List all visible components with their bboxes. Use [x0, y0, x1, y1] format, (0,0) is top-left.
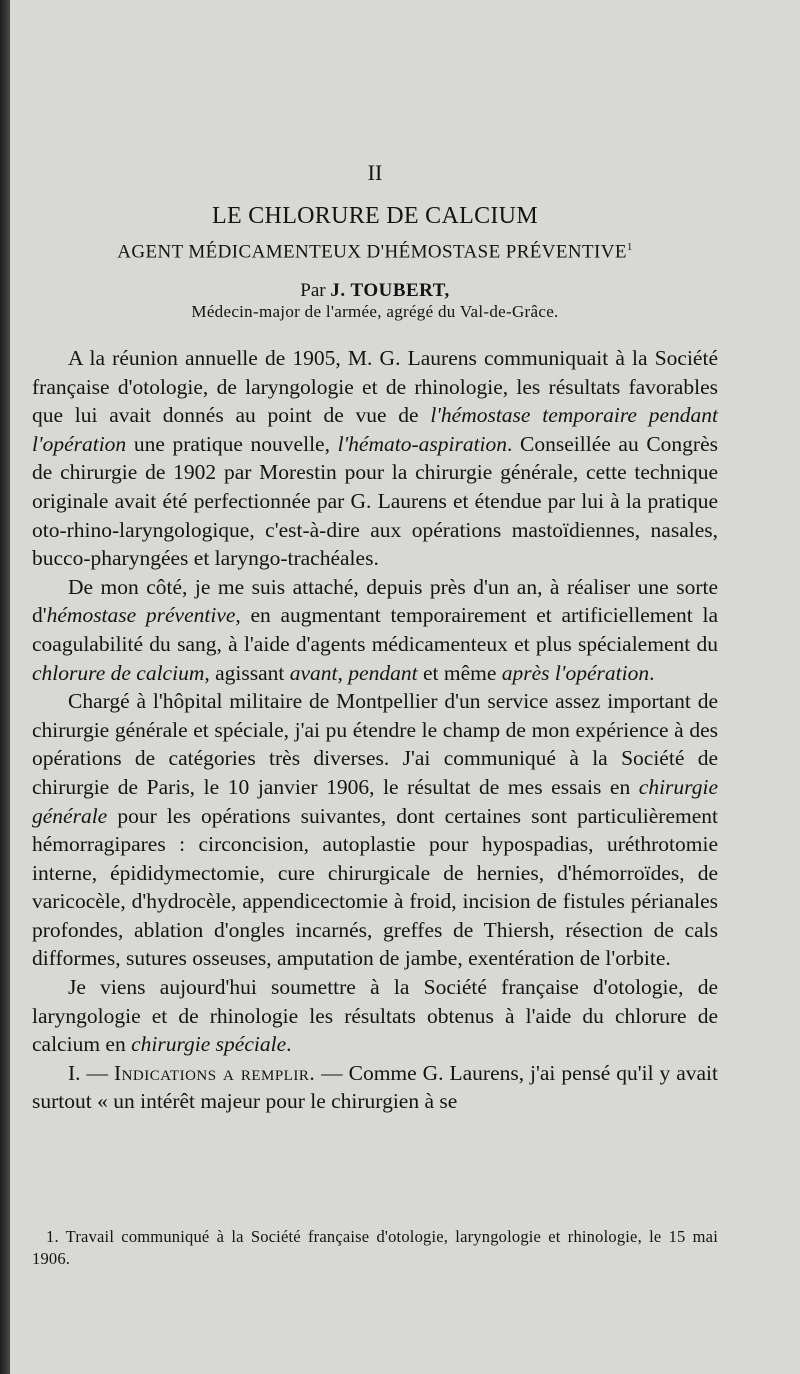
italic-run: chirurgie spéciale: [131, 1032, 287, 1057]
footnote-marker: 1: [626, 241, 633, 253]
text-run: ,: [337, 660, 349, 685]
text-run: .: [649, 660, 655, 685]
italic-run: chirurgie générale: [32, 774, 718, 828]
footnote-text: 1. Travail communiqué à la Société française d'otologie, laryngologie et rhinologie, le 15 mai 1906.: [32, 1227, 718, 1268]
author-name: J. TOUBERT,: [330, 280, 450, 301]
italic-run: hémostase préventive: [46, 603, 236, 628]
paragraph-1: [32, 344, 718, 573]
italic-run: après l'opération: [501, 660, 650, 685]
text-run: , agissant: [204, 660, 290, 685]
text-run: . Conseillée au Congrès de chirurgie de 1902 par Morestin pour la chirurgie générale, cette technique originale avait été perfectionnée par G. Laurens et étendue par lui à la pratique oto-rhino-laryngologique, c'est-à-dire aux opérations mastoïdiennes, nasales, bucco-pharyngées et laryngo-trachéales.: [32, 431, 718, 571]
text-run: De mon côté, je me suis attaché, depuis près d'un an, à réaliser une sorte d': [32, 574, 718, 628]
subtitle-text: AGENT MÉDICAMENTEUX D'HÉMOSTASE PRÉVENTIVE: [117, 241, 627, 263]
author-prefix: Par: [300, 280, 326, 301]
text-run: , en augmentant temporairement et artificiellement la coagulabilité du sang, à l'aide d'agents médicamenteux et plus spécialement du: [32, 603, 718, 656]
author-affiliation: Médecin-major de l'armée, agrégé du Val-de-Grâce.: [191, 302, 559, 321]
text-run: .: [286, 1032, 292, 1057]
article-subtitle: [10, 241, 740, 263]
text-run: Je viens aujourd'hui soumettre à la Société française d'otologie, de laryngologie et de rhinologie les résultats obtenus à l'aide du chlorure de calcium en: [32, 975, 718, 1057]
italic-run: avant: [289, 660, 338, 685]
text-run: et même: [417, 660, 502, 685]
section-number: II: [367, 160, 383, 185]
author-line: [10, 280, 740, 302]
small-caps-heading: Indications a remplir.: [113, 1060, 316, 1085]
text-run: Chargé à l'hôpital militaire de Montpellier d'un service assez important de chirurgie générale et spéciale, j'ai pu étendre le champ de mon expérience à des opérations de catégories très diverses. J'ai communiqué à la Société de chirurgie de Paris, le 10 janvier 1906, le résultat de mes essais en: [32, 689, 718, 799]
paragraph-5: [32, 1059, 718, 1116]
article-title: LE CHLORURE DE CALCIUM: [212, 203, 538, 229]
text-run: — Comme G. Laurens, j'ai pensé qu'il y avait surtout « un intérêt majeur pour le chirurgien à se: [32, 1060, 718, 1114]
paragraph-2: [32, 573, 718, 687]
text-run: une pratique nouvelle,: [126, 431, 338, 456]
text-run: A la réunion annuelle de 1905, M. G. Laurens communiquait à la Société française d'otologie, de laryngologie et de rhinologie, les résultats favorables que lui avait donnés au point de vue de: [32, 346, 718, 428]
italic-run: chlorure de calcium: [32, 660, 205, 685]
text-run: pour les opérations suivantes, dont certaines sont particulièrement hémorragipares : circoncision, autoplastie pour hypospadias, uréthrotomie interne, épididymectomie, cure chirurgicale de hernies, d'hémorroïdes, de varicocèle, d'hydrocèle, appendicectomie à froid, incision de fistules périanales profondes, ablation d'ongles incarnés, greffes de Thiersh, résection de cals difformes, sutures osseuses, amputation de jambe, exentération de l'orbite.: [32, 803, 718, 971]
footnote: [32, 1226, 718, 1270]
paragraph-3: [32, 687, 718, 973]
paragraph-4: [32, 973, 718, 1059]
italic-run: l'hémato-aspiration: [337, 431, 508, 456]
document-page: [10, 0, 800, 1374]
italic-run: l'hémostase temporaire pendant l'opération: [32, 403, 718, 456]
text-run: I. —: [68, 1060, 114, 1085]
italic-run: pendant: [348, 660, 418, 685]
article-body: [32, 344, 718, 1116]
page-edge-shadow: [0, 0, 10, 1374]
